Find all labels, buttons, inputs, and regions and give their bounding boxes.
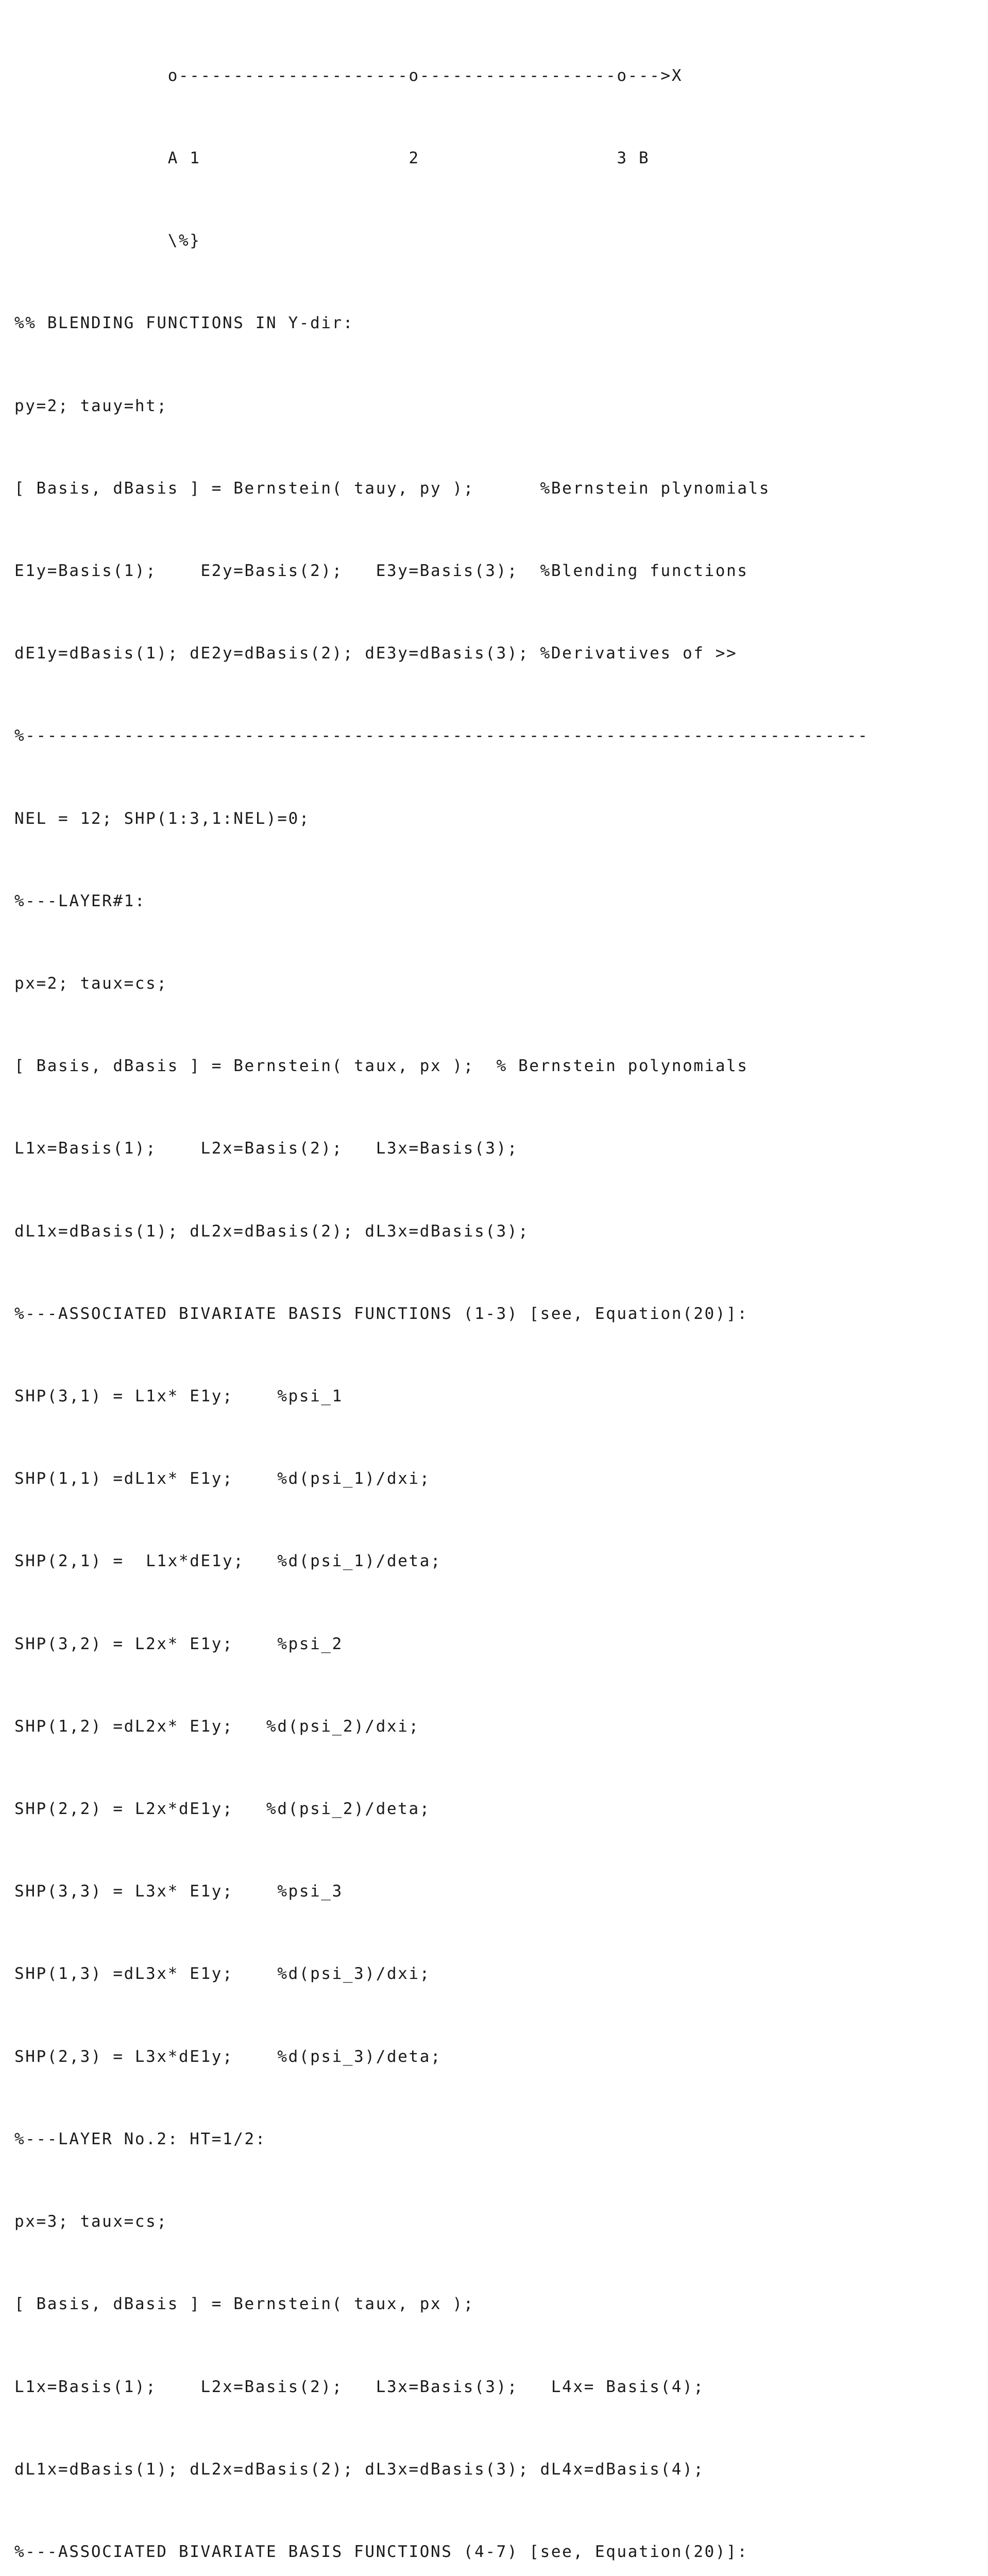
code-line: L1x=Basis(1); L2x=Basis(2); L3x=Basis(3); L4x= Basis(4); xyxy=(14,2377,705,2396)
code-line: [ Basis, dBasis ] = Bernstein( tauy, py ); %Bernstein plynomials xyxy=(14,479,771,498)
code-line: SHP(3,3) = L3x* E1y; %psi_3 xyxy=(14,1882,343,1901)
code-line: dE1y=dBasis(1); dE2y=dBasis(2); dE3y=dBasis(3); %Derivatives of >> xyxy=(14,644,738,663)
code-line: SHP(2,3) = L3x*dE1y; %d(psi_3)/deta; xyxy=(14,2047,442,2066)
code-line: SHP(2,1) = L1x*dE1y; %d(psi_1)/deta; xyxy=(14,1552,442,1571)
code-line: o---------------------o------------------o--->X xyxy=(14,66,683,85)
code-line: dL1x=dBasis(1); dL2x=dBasis(2); dL3x=dBasis(3); dL4x=dBasis(4); xyxy=(14,2460,705,2479)
code-line: px=2; taux=cs; xyxy=(14,974,168,993)
code-line: SHP(3,1) = L1x* E1y; %psi_1 xyxy=(14,1387,343,1406)
code-line: L1x=Basis(1); L2x=Basis(2); L3x=Basis(3); xyxy=(14,1139,519,1158)
code-line: SHP(1,1) =dL1x* E1y; %d(psi_1)/dxi; xyxy=(14,1469,431,1488)
code-line: A 1 2 3 B xyxy=(14,149,650,168)
code-line: \%} xyxy=(14,231,201,250)
code-line: %---LAYER#1: xyxy=(14,891,146,910)
code-line: SHP(1,3) =dL3x* E1y; %d(psi_3)/dxi; xyxy=(14,1964,431,1984)
code-line: E1y=Basis(1); E2y=Basis(2); E3y=Basis(3); %Blending functions xyxy=(14,562,748,581)
code-line: %----------------------------------------------------------------------------- xyxy=(14,726,869,745)
code-line: SHP(1,2) =dL2x* E1y; %d(psi_2)/dxi; xyxy=(14,1717,420,1736)
code-line: [ Basis, dBasis ] = Bernstein( taux, px ); xyxy=(14,2295,475,2314)
code-listing xyxy=(14,7,983,2576)
code-line: SHP(2,2) = L2x*dE1y; %d(psi_2)/deta; xyxy=(14,1800,431,1819)
code-line: %---LAYER No.2: HT=1/2: xyxy=(14,2129,267,2148)
code-line: py=2; tauy=ht; xyxy=(14,396,168,415)
code-line: %% BLENDING FUNCTIONS IN Y-dir: xyxy=(14,314,354,333)
code-line: %---ASSOCIATED BIVARIATE BASIS FUNCTIONS (4-7) [see, Equation(20)]: xyxy=(14,2542,748,2561)
code-line: %---ASSOCIATED BIVARIATE BASIS FUNCTIONS (1-3) [see, Equation(20)]: xyxy=(14,1304,748,1323)
code-line: dL1x=dBasis(1); dL2x=dBasis(2); dL3x=dBasis(3); xyxy=(14,1222,530,1241)
code-line: px=3; taux=cs; xyxy=(14,2212,168,2231)
code-line: NEL = 12; SHP(1:3,1:NEL)=0; xyxy=(14,809,311,828)
code-line: [ Basis, dBasis ] = Bernstein( taux, px ); % Bernstein polynomials xyxy=(14,1057,748,1076)
code-line: SHP(3,2) = L2x* E1y; %psi_2 xyxy=(14,1634,343,1653)
